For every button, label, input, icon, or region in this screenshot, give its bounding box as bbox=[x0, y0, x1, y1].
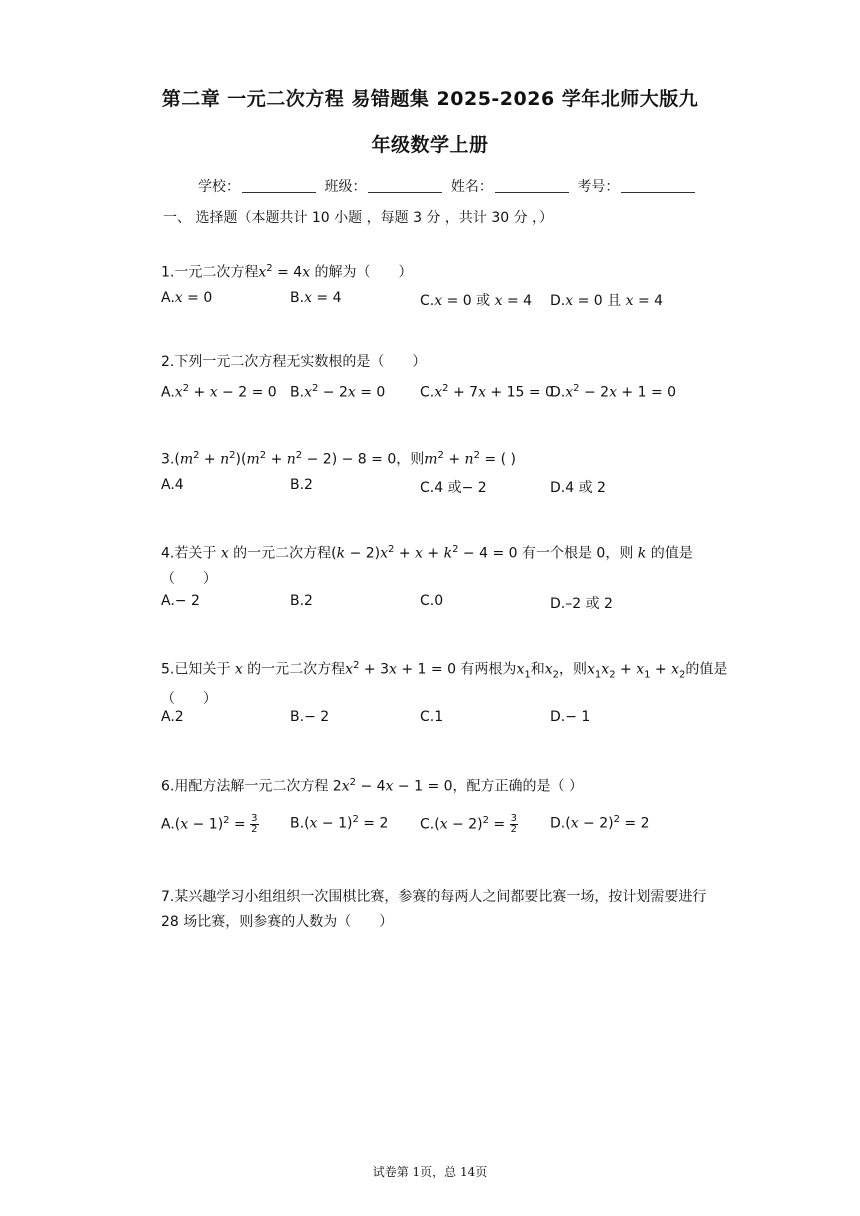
options-5 bbox=[161, 709, 721, 731]
option-d[interactable]: D.–2 或 2 bbox=[550, 596, 613, 612]
question-6: 6.用配方法解一元二次方程 $2x^2 - 4x - 1 = 0$，配方正确的是（ ） bbox=[161, 777, 583, 795]
option-d[interactable]: D.4 或 2 bbox=[550, 480, 606, 496]
student-info-row bbox=[198, 176, 699, 196]
question-number: 5. bbox=[161, 661, 175, 678]
options-4 bbox=[161, 593, 721, 615]
option-a[interactable]: $A.x^2 + x - 2 = 0$ bbox=[161, 383, 277, 401]
question-5: 5.已知关于 x 的一元二次方程$x^2 + 3x + 1 = 0$ 有两根为$x_1$和$x_2$，则$x_1x_2 + x_1 + x_2$的值是（ ） bbox=[161, 660, 728, 708]
option-b[interactable]: B.2 bbox=[290, 477, 313, 493]
option-c[interactable]: C.x = 0 或 x = 4 bbox=[420, 293, 533, 309]
option-a[interactable]: A.4 bbox=[161, 477, 184, 493]
question-number: 1. bbox=[161, 264, 175, 281]
question-number: 2. bbox=[161, 354, 175, 370]
option-a[interactable]: $A.(x - 1)^2$ = $\frac{3}{2}$ bbox=[161, 813, 258, 835]
question-number: 4. bbox=[161, 545, 175, 562]
name-label: 姓名： bbox=[450, 179, 493, 195]
question-2: 2.下列一元二次方程无实数根的是（ ） bbox=[161, 354, 427, 370]
options-2 bbox=[161, 383, 721, 405]
school-label: 学校： bbox=[198, 179, 240, 195]
exam-no-label: 考号： bbox=[577, 179, 620, 195]
option-a[interactable]: A.2 bbox=[161, 709, 184, 725]
question-7: 7.某兴趣学习小组组织一次围棋比赛，参赛的每两人之间都要比赛一场，按计划需要进行 28 场比赛，则参赛的人数为（ ） bbox=[161, 889, 707, 930]
option-c[interactable]: C.1 bbox=[420, 709, 444, 725]
option-c[interactable]: $C.(x - 2)^2$ = $\frac{3}{2}$ bbox=[420, 813, 517, 835]
option-c[interactable]: $C.x^2 + 7x + 15 = 0$ bbox=[420, 383, 554, 401]
exam-no-blank[interactable] bbox=[621, 179, 695, 193]
page-title-line2: 年级数学上册 bbox=[371, 134, 489, 156]
option-b[interactable]: B.x = 4 bbox=[290, 290, 342, 306]
class-blank[interactable] bbox=[368, 179, 442, 193]
question-number: 3. bbox=[161, 451, 175, 468]
question-1: 1.一元二次方程$x^2 = 4x$ 的解为（ ） bbox=[161, 263, 413, 281]
options-1 bbox=[161, 290, 721, 312]
option-a[interactable]: A.x = 0 bbox=[161, 290, 213, 306]
option-a[interactable]: A.− 2 bbox=[161, 593, 200, 609]
question-3: $3.(m^2 + n^2)(m^2 + n^2 - 2) - 8 = 0$，则$m^2 + n^2$ = ( ) bbox=[161, 450, 516, 468]
option-d[interactable]: $D.(x - 2)^2 = 2$ bbox=[550, 814, 650, 832]
option-d[interactable]: D.− 1 bbox=[550, 709, 591, 725]
options-6 bbox=[161, 814, 721, 836]
option-d[interactable]: D.x = 0 且 x = 4 bbox=[550, 293, 664, 309]
option-b[interactable]: B.2 bbox=[290, 593, 313, 609]
class-label: 班级： bbox=[324, 179, 367, 195]
school-blank[interactable] bbox=[242, 179, 316, 193]
question-4: 4.若关于 x 的一元二次方程$(k - 2)x^2 + x + k^2 - 4 = 0$ 有一个根是 0，则 k 的值是（ ） bbox=[161, 544, 693, 587]
option-b[interactable]: B.− 2 bbox=[290, 709, 330, 725]
option-b[interactable]: $B.(x - 1)^2 = 2$ bbox=[290, 814, 389, 832]
question-number: 7. bbox=[161, 889, 175, 905]
option-b[interactable]: $B.x^2 - 2x = 0$ bbox=[290, 383, 386, 401]
option-c[interactable]: C.4 或− 2 bbox=[420, 480, 487, 496]
question-number: 6. bbox=[161, 778, 175, 795]
options-3 bbox=[161, 477, 721, 499]
name-blank[interactable] bbox=[495, 179, 569, 193]
page-footer: 试卷第 1页，总 14页 bbox=[372, 1165, 488, 1179]
section-heading: 一、 选择题（本题共计 10 小题 ，每题 3 分 ，共计 30 分 ，） bbox=[163, 210, 554, 226]
page-title-line1: 第二章 一元二次方程 易错题集 2025-2026 学年北师大版九 bbox=[161, 88, 699, 110]
option-c[interactable]: C.0 bbox=[420, 593, 444, 609]
option-d[interactable]: $D.x^2 - 2x + 1 = 0$ bbox=[550, 383, 677, 401]
